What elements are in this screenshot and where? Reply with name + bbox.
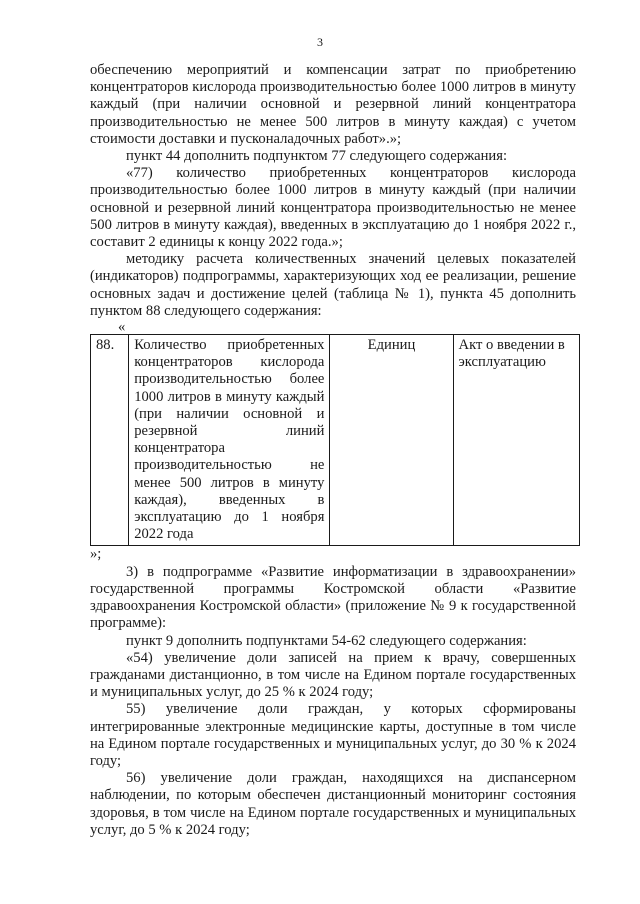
- indicator-table: [90, 334, 580, 546]
- paragraph-subpoint-77: «77) количество приобретенных концентраторов кислорода производительностью более 1000 литров в минуту каждый (при наличии основной и резервной линий концентратора производительностью не менее 500 литров в минуту каждая), введенных в эксплуатацию до 1 ноября 2022 г., составит 2 единицы к концу 2022 года.»;: [90, 165, 576, 251]
- indicator-name-cell: Количество приобретенных концентраторов кислорода производительностью более 1000 литров в минуту каждый (при наличии основной и резервной линий концентратора производительностью не менее 500 литров в минуту каждая), введенных в эксплуатацию до 1 ноября 2022 года: [129, 335, 330, 546]
- paragraph-subpoint-54: «54) увеличение доли записей на прием к врачу, совершенных гражданами дистанционно, в том числе на Едином портале государственных и муниципальных услуг, до 25 % к 2024 году;: [90, 649, 576, 701]
- paragraph-subpoint-56: 56) увеличение доли граждан, находящихся на диспансерном наблюдении, по которым обеспечен дистанционный мониторинг состояния здоровья, в том числе на Едином портале государственных и муниципальных услуг, до 5 % к 2024 году;: [90, 770, 576, 838]
- document-body: [90, 62, 576, 839]
- quote-close-mark: »;: [90, 546, 102, 563]
- paragraph-continuation: обеспечению мероприятий и компенсации затрат по приобретению концентраторов кислорода производительностью более 1000 литров в минуту каждый (при наличии основной и резервной линий концентратора производительностью не менее 500 литров в минуту каждая) с учетом стоимости доставки и пусконаладочных работ».»;: [90, 62, 576, 147]
- quote-open-mark: «: [118, 319, 126, 336]
- row-number-cell: 88.: [91, 335, 129, 546]
- paragraph-point-44: пункт 44 дополнить подпунктом 77 следующего содержания:: [126, 148, 508, 165]
- unit-cell: Единиц: [330, 335, 453, 546]
- table-row: [91, 335, 580, 546]
- paragraph-methodology: методику расчета количественных значений целевых показателей (индикаторов) подпрограммы, характеризующих ход ее реализации, решение основных задач и достижение целей (таблица № 1), пункта 45 дополнить пунктом 88 следующего содержания:: [90, 251, 576, 319]
- page-number: 3: [317, 35, 323, 49]
- act-cell: Акт о введении в эксплуатацию: [453, 335, 579, 546]
- paragraph-subprogram-3: 3) в подпрограмме «Развитие информатизации в здравоохранении» государственной программы Костромской области «Развитие здравоохранения Костромской области» (приложение № 9 к государственной программе):: [90, 563, 576, 632]
- paragraph-subpoint-55: 55) увеличение доли граждан, у которых сформированы интегрированные электронные медицинские карты, доступные в том числе на Едином портале государственных и муниципальных услуг, до 30 % к 2024 году;: [90, 701, 576, 769]
- paragraph-point-9: пункт 9 дополнить подпунктами 54-62 следующего содержания:: [126, 632, 527, 649]
